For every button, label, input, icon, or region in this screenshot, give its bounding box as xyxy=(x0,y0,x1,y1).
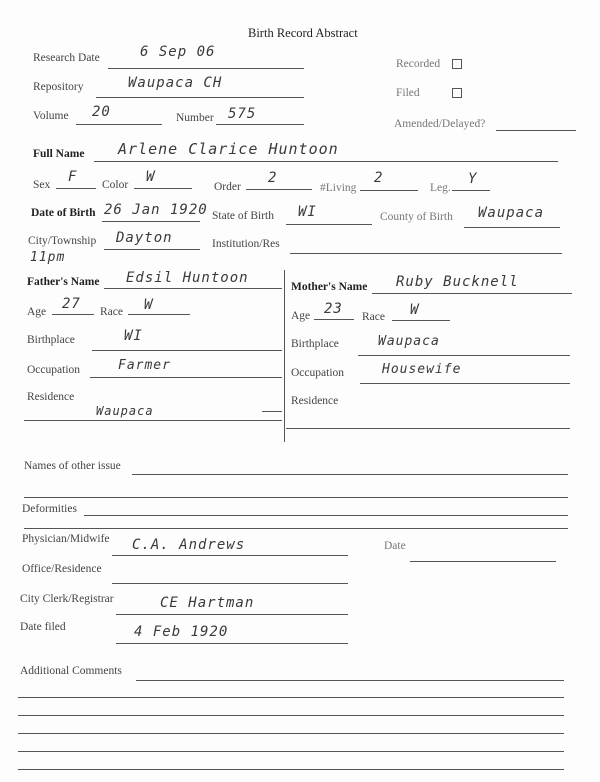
repository-label: Repository xyxy=(33,81,84,93)
deformities-line xyxy=(84,515,568,516)
additional-comments-label: Additional Comments xyxy=(20,665,122,677)
filed-checkbox[interactable] xyxy=(452,88,462,98)
mother-age-label: Age xyxy=(291,310,311,322)
recorded-checkbox[interactable] xyxy=(452,59,462,69)
mothers-name-label: Mother's Name xyxy=(291,281,368,293)
date-filed-label: Date filed xyxy=(20,621,66,633)
mother-age-value: 23 xyxy=(324,301,343,317)
county-of-birth-label: County of Birth xyxy=(380,211,453,223)
father-birthplace-value: WI xyxy=(124,328,143,344)
state-of-birth-line xyxy=(286,224,372,225)
county-of-birth-line xyxy=(464,227,560,228)
birth-time-value: 11pm xyxy=(30,250,66,265)
order-label: Order xyxy=(214,181,241,193)
mother-age-line xyxy=(314,319,354,320)
color-label: Color xyxy=(102,179,129,191)
color-line xyxy=(134,188,192,189)
mother-residence-line xyxy=(286,428,570,429)
city-clerk-line xyxy=(116,614,348,615)
mother-occupation-line xyxy=(360,383,570,384)
leg-line xyxy=(452,190,490,191)
physician-date-line xyxy=(410,561,556,562)
research-date-line xyxy=(108,68,304,69)
deformities-line-2 xyxy=(24,528,568,529)
father-residence-value: Waupaca xyxy=(96,404,154,418)
city-township-line xyxy=(104,249,200,250)
city-township-label: City/Township xyxy=(28,235,97,247)
order-value: 2 xyxy=(268,170,278,186)
date-filed-line xyxy=(116,643,348,644)
recorded-label: Recorded xyxy=(396,58,441,70)
mother-occupation-value: Housewife xyxy=(382,362,462,377)
father-age-value: 27 xyxy=(62,296,81,312)
volume-value: 20 xyxy=(92,104,111,120)
number-value: 575 xyxy=(228,106,257,122)
comments-line-2 xyxy=(18,697,564,698)
leg-value: Y xyxy=(468,171,478,187)
amended-label: Amended/Delayed? xyxy=(394,118,486,130)
city-clerk-value: CE Hartman xyxy=(160,595,255,611)
mothers-name-line xyxy=(372,293,572,294)
father-age-line xyxy=(52,314,94,315)
mother-birthplace-value: Waupaca xyxy=(378,334,440,349)
deformities-label: Deformities xyxy=(22,503,77,515)
order-line xyxy=(246,189,312,190)
office-residence-line xyxy=(112,583,348,584)
comments-line-1 xyxy=(136,680,564,681)
father-birthplace-label: Birthplace xyxy=(27,334,75,346)
institution-line xyxy=(290,253,562,254)
living-label: #Living xyxy=(320,182,357,194)
father-residence-label: Residence xyxy=(27,391,75,403)
mother-race-line xyxy=(392,320,450,321)
date-filed-value: 4 Feb 1920 xyxy=(134,624,229,640)
sex-value: F xyxy=(68,169,78,185)
leg-label: Leg. xyxy=(430,182,451,194)
filed-label: Filed xyxy=(396,87,420,99)
full-name-label: Full Name xyxy=(33,148,85,160)
mother-birthplace-label: Birthplace xyxy=(291,338,339,350)
physician-date-label: Date xyxy=(384,540,406,552)
volume-line xyxy=(76,124,162,125)
date-of-birth-label: Date of Birth xyxy=(31,207,96,219)
father-residence-line xyxy=(24,420,282,421)
research-date-value: 6 Sep 06 xyxy=(140,44,216,60)
repository-value: Waupaca CH xyxy=(128,75,223,91)
mothers-name-value: Ruby Bucknell xyxy=(396,274,519,290)
father-age-label: Age xyxy=(27,306,47,318)
state-of-birth-value: WI xyxy=(298,204,317,220)
fathers-name-label: Father's Name xyxy=(27,276,100,288)
comments-line-3 xyxy=(18,715,564,716)
father-race-value: W xyxy=(144,297,154,313)
other-issue-label: Names of other issue xyxy=(24,460,121,472)
father-race-line xyxy=(128,314,190,315)
city-township-value: Dayton xyxy=(116,230,173,246)
institution-label: Institution/Res xyxy=(212,238,280,250)
fathers-name-line xyxy=(104,288,282,289)
number-line xyxy=(216,124,304,125)
date-of-birth-line xyxy=(102,221,200,222)
city-clerk-label: City Clerk/Registrar xyxy=(20,593,114,605)
father-occupation-value: Farmer xyxy=(118,358,171,373)
comments-line-6 xyxy=(18,769,564,770)
other-issue-line-1 xyxy=(132,474,568,475)
amended-line xyxy=(496,130,576,131)
column-divider xyxy=(284,270,285,442)
volume-label: Volume xyxy=(33,110,69,122)
other-issue-line-2 xyxy=(24,497,568,498)
mother-race-value: W xyxy=(410,302,420,318)
father-occupation-label: Occupation xyxy=(27,364,81,376)
sex-label: Sex xyxy=(33,179,51,191)
sex-line xyxy=(56,188,96,189)
form-title: Birth Record Abstract xyxy=(248,26,358,40)
living-value: 2 xyxy=(374,170,384,186)
comments-line-5 xyxy=(18,751,564,752)
father-residence-tick xyxy=(262,411,282,412)
full-name-line xyxy=(94,161,558,162)
mother-race-label: Race xyxy=(362,311,385,323)
state-of-birth-label: State of Birth xyxy=(212,210,274,222)
mother-birthplace-line xyxy=(358,355,570,356)
physician-line xyxy=(112,555,348,556)
comments-line-4 xyxy=(18,733,564,734)
mother-residence-label: Residence xyxy=(291,395,339,407)
research-date-label: Research Date xyxy=(33,52,100,64)
date-of-birth-value: 26 Jan 1920 xyxy=(104,202,208,218)
fathers-name-value: Edsil Huntoon xyxy=(126,270,249,286)
number-label: Number xyxy=(176,112,214,124)
color-value: W xyxy=(146,169,156,185)
father-birthplace-line xyxy=(92,350,282,351)
physician-value: C.A. Andrews xyxy=(132,537,246,553)
father-occupation-line xyxy=(90,377,282,378)
office-residence-label: Office/Residence xyxy=(22,563,102,575)
full-name-value: Arlene Clarice Huntoon xyxy=(118,140,339,158)
living-line xyxy=(360,190,418,191)
repository-line xyxy=(96,97,304,98)
county-of-birth-value: Waupaca xyxy=(478,205,545,221)
physician-label: Physician/Midwife xyxy=(22,533,110,545)
father-race-label: Race xyxy=(100,306,123,318)
mother-occupation-label: Occupation xyxy=(291,367,345,379)
